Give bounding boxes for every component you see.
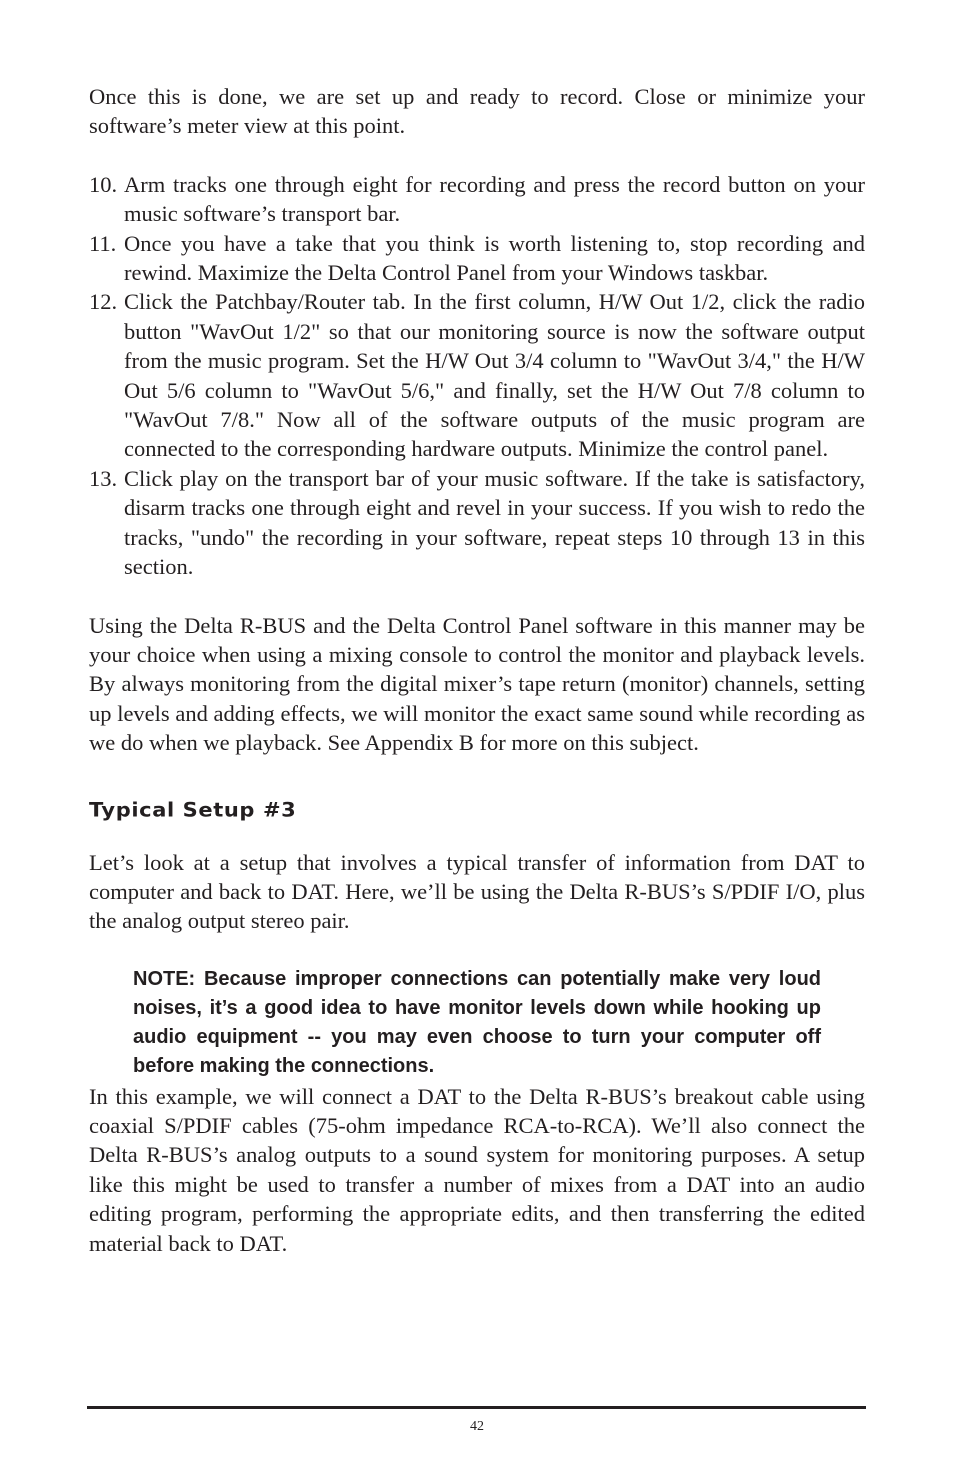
step-number: 13. <box>89 465 118 491</box>
step-text: Once you have a take that you think is worth listening to, stop recording and rewind. Maximize the Delta Control Panel from your Windows taskbar. <box>124 230 865 286</box>
note-callout: NOTE: Because improper connections can potentially make very loud noises, it’s a good idea to have monitor levels down while hooking up audio equipment -- you may even choose to turn your computer off before making the connections. <box>133 967 821 1078</box>
step-text: Click play on the transport bar of your music software. If the take is satisfactory, disarm tracks one through eight and revel in your success. If you wish to redo the tracks, "undo" the recording in your software, repeat steps 10 through 13 in this section. <box>124 465 865 580</box>
list-item <box>89 287 865 463</box>
step-number: 11. <box>89 230 117 256</box>
section-heading: Typical Setup #3 <box>89 798 297 821</box>
footer-divider <box>87 1406 866 1409</box>
page-number: 42 <box>470 1419 484 1434</box>
steps-list <box>89 170 865 582</box>
step-number: 10. <box>89 171 118 197</box>
step-text: Arm tracks one through eight for recording and press the record button on your music software’s transport bar. <box>124 171 865 227</box>
setup-intro-paragraph: Let’s look at a setup that involves a typical transfer of information from DAT to computer and back to DAT. Here, we’ll be using the Delta R-BUS’s S/PDIF I/O, plus the analog output stereo pair. <box>89 849 865 934</box>
page-content <box>89 82 865 1258</box>
list-item <box>89 170 865 229</box>
list-item <box>89 229 865 288</box>
step-number: 12. <box>89 289 118 315</box>
monitoring-paragraph: Using the Delta R-BUS and the Delta Control Panel software in this manner may be your choice when using a mixing console to control the monitor and playback levels. By always monitoring from the digital mixer’s tape return (monitor) channels, setting up levels and adding effects, we will monitor the exact same sound while recording as we do when we playback. See Appendix B for more on this subject. <box>89 612 865 756</box>
example-paragraph: In this example, we will connect a DAT to the Delta R-BUS’s breakout cable using coaxial S/PDIF cables (75-ohm impedance RCA-to-RCA). We’ll also connect the Delta R-BUS’s analog outputs to a sound system for monitoring purposes. A setup like this might be used to transfer a number of mixes from a DAT into an audio editing program, performing the appropriate edits, and then transferring the edited material back to DAT. <box>89 1083 865 1256</box>
step-text: Click the Patchbay/Router tab. In the first column, H/W Out 1/2, click the radio button "WavOut 1/2" so that our monitoring source is now the software output from the music program. Set the H/W Out 3/4 column to "WavOut 3/4," the H/W Out 5/6 column to "WavOut 5/6," and finally, set the H/W Out 7/8 column to "WavOut 7/8." Now all of the software outputs of the music program are connected to the corresponding hardware outputs. Minimize the control panel. <box>124 289 865 462</box>
list-item <box>89 464 865 582</box>
intro-paragraph: Once this is done, we are set up and ready to record. Close or minimize your software’s meter view at this point. <box>89 84 865 139</box>
